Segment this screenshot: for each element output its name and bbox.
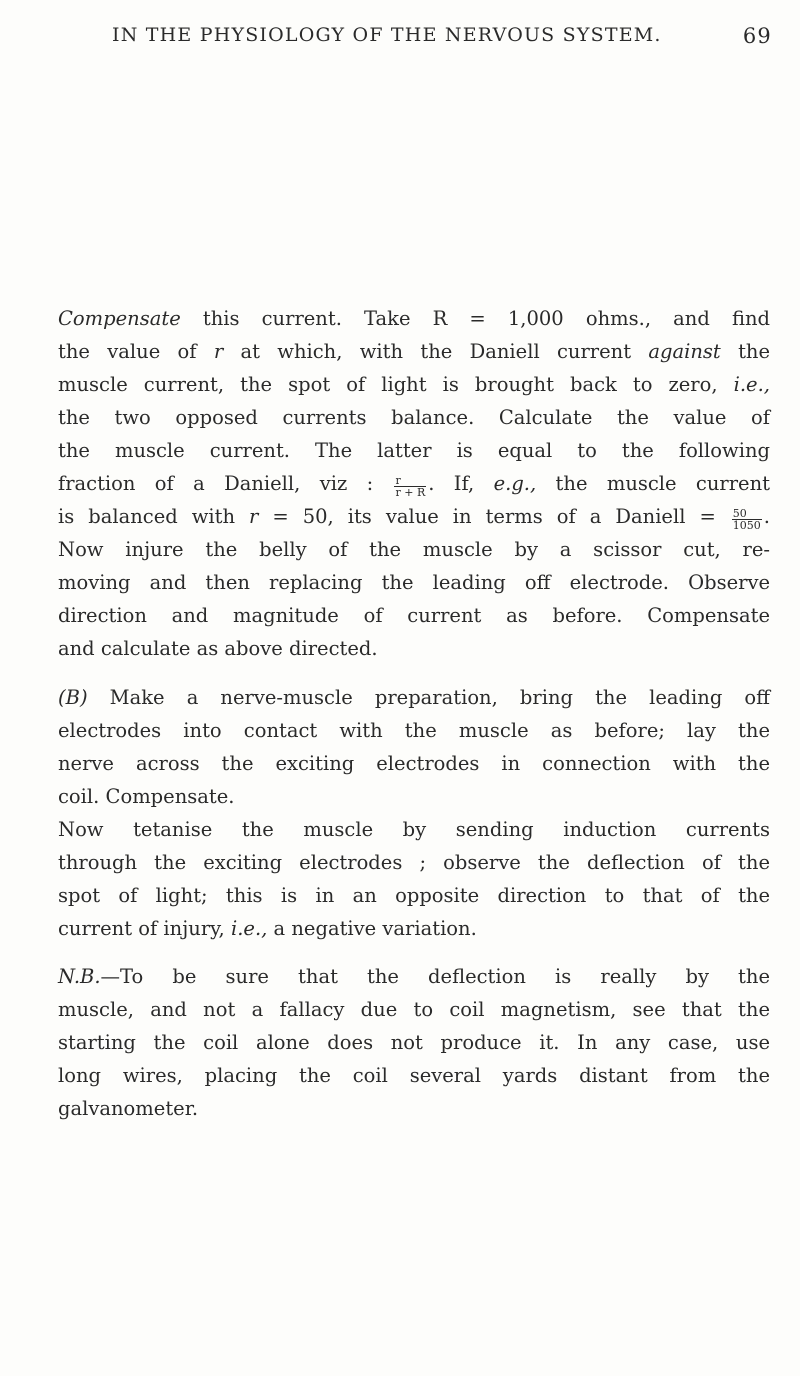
text-line xyxy=(58,912,770,945)
fraction-r-over-r-plus-R xyxy=(394,475,426,498)
text-run: . xyxy=(763,505,770,528)
text-run: the muscle current xyxy=(536,472,770,495)
text-line: Now injure the belly of the muscle by a scissor cut, re- xyxy=(58,538,770,561)
text-run: a negative variation. xyxy=(267,917,477,940)
text-line xyxy=(58,500,770,533)
text-run: at which, with the Daniell current xyxy=(223,340,649,363)
italic-term: e.g., xyxy=(493,472,537,495)
text-run: fraction of a Daniell, viz : xyxy=(58,472,393,495)
variable: r xyxy=(213,340,224,363)
text-run: is balanced with xyxy=(58,505,250,528)
text-line: through the exciting electrodes ; observe the deflection of the xyxy=(58,851,770,874)
fraction-numerator: r xyxy=(394,475,426,487)
fraction-numerator: 50 xyxy=(732,508,762,520)
text-line xyxy=(58,335,770,368)
nota-bene-label: N.B. xyxy=(58,965,101,988)
text-line: muscle, and not a fallacy due to coil magnetism, see that the xyxy=(58,998,770,1021)
text-run: —To be sure that the deflection is really by the xyxy=(100,965,770,988)
text-line: nerve across the exciting electrodes in connection with the xyxy=(58,752,770,775)
italic-term: Compensate xyxy=(58,307,181,330)
text-line: direction and magnitude of current as before. Compensate xyxy=(58,604,770,627)
text-line: starting the coil alone does not produce it. In any case, use xyxy=(58,1031,770,1054)
page-number: 69 xyxy=(742,24,772,48)
text-line: galvanometer. xyxy=(58,1097,199,1120)
text-line xyxy=(58,302,770,335)
text-line xyxy=(58,681,770,714)
text-run: the value of xyxy=(58,340,214,363)
text-run: muscle current, the spot of light is brought back to zero, xyxy=(58,373,734,396)
text-line xyxy=(58,368,770,401)
text-run: current of injury, xyxy=(58,917,231,940)
text-line: electrodes into contact with the muscle as before; lay the xyxy=(58,719,770,742)
text-line: coil. Compensate. xyxy=(58,785,235,808)
fraction-50-over-1050 xyxy=(732,508,762,531)
text-line: the two opposed currents balance. Calculate the value of xyxy=(58,406,770,429)
text-line: moving and then replacing the leading off electrode. Observe xyxy=(58,571,770,594)
header-title: IN THE PHYSIOLOGY OF THE NERVOUS SYSTEM. xyxy=(112,24,662,46)
text-run: Make a nerve-muscle preparation, bring the leading off xyxy=(87,686,770,709)
text-line: and calculate as above directed. xyxy=(58,637,378,660)
text-line xyxy=(58,467,770,500)
text-run: this current. Take R = 1,000 ohms., and find xyxy=(180,307,770,330)
variable: r xyxy=(249,505,259,528)
text-line: spot of light; this is in an opposite direction to that of the xyxy=(58,884,770,907)
italic-term: against xyxy=(648,340,721,363)
text-run: the xyxy=(720,340,771,363)
text-run: . If, xyxy=(428,472,494,495)
text-line xyxy=(58,960,770,993)
italic-term: i.e., xyxy=(230,917,268,940)
section-label: (B) xyxy=(58,686,88,709)
italic-term: i.e., xyxy=(733,373,770,396)
text-run: = 50, its value in terms of a Daniell = xyxy=(258,505,730,528)
text-line: Now tetanise the muscle by sending induction currents xyxy=(58,818,770,841)
text-line: long wires, placing the coil several yards distant from the xyxy=(58,1064,770,1087)
running-header xyxy=(112,24,772,54)
fraction-denominator: r + R xyxy=(395,486,426,499)
text-line: the muscle current. The latter is equal to the following xyxy=(58,439,770,462)
fraction-denominator: 1050 xyxy=(732,519,761,532)
